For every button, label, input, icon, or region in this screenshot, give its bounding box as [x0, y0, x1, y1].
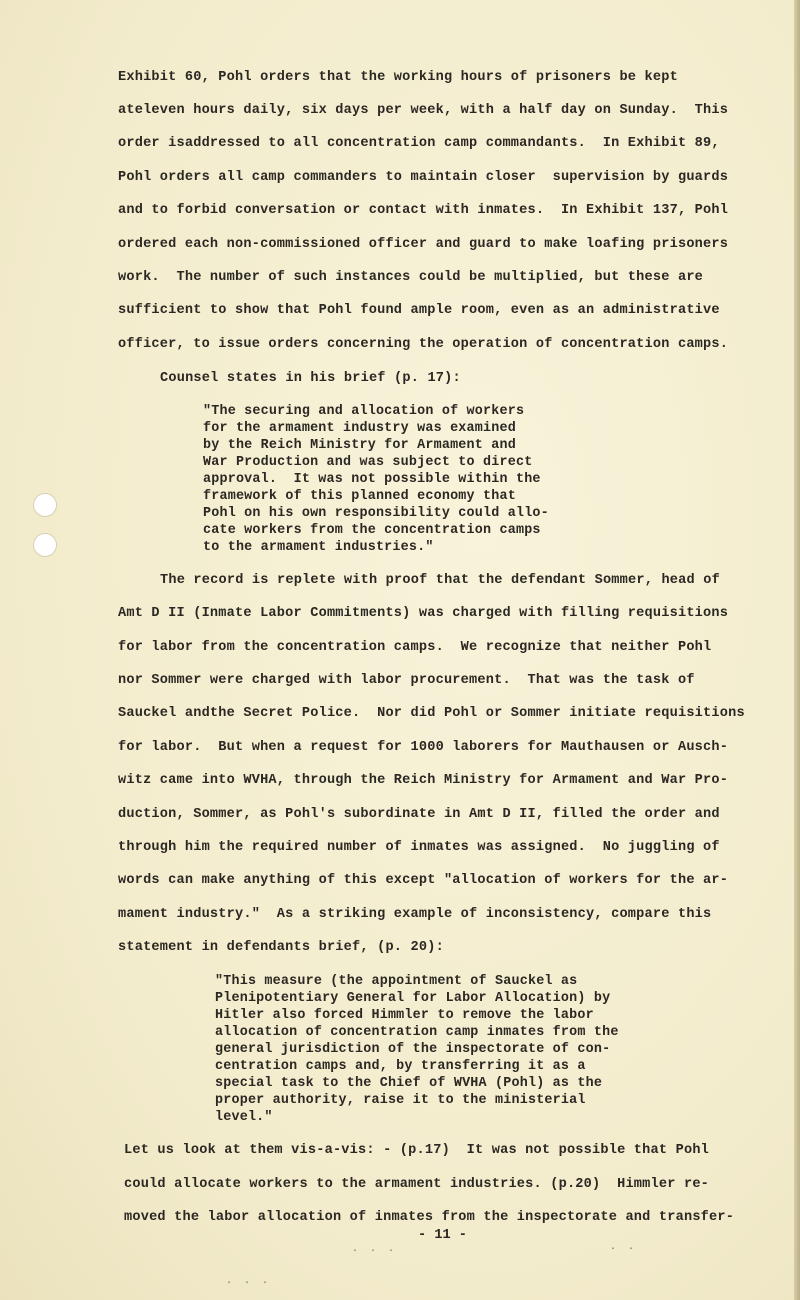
quote-line: for the armament industry was examined [203, 421, 516, 436]
text-line: witz came into WVHA, through the Reich Ministry for Armament and War Pro- [118, 773, 729, 788]
text-line: mament industry." As a striking example of inconsistency, compare this [118, 907, 712, 922]
text-line: words can make anything of this except "allocation of workers for the ar- [118, 873, 729, 888]
quote-line: proper authority, raise it to the ministerial [215, 1093, 586, 1108]
text-line: statement in defendants brief, (p. 20): [118, 940, 444, 955]
quote-line: to the armament industries." [203, 540, 434, 555]
punch-hole-top [33, 493, 57, 517]
quote-line: "This measure (the appointment of Sauckel as [215, 974, 578, 989]
text-line: nor Sommer were charged with labor procurement. That was the task of [118, 673, 695, 688]
text-line: order isaddressed to all concentration camp commandants. In Exhibit 89, [118, 136, 720, 151]
quote-line: "The securing and allocation of workers [203, 404, 525, 419]
text-line: Amt D II (Inmate Labor Commitments) was charged with filling requisitions [118, 606, 729, 621]
quote-line: special task to the Chief of WVHA (Pohl) as the [215, 1076, 603, 1091]
quote-line: Pohl on his own responsibility could allo- [203, 506, 549, 521]
quote-line: by the Reich Ministry for Armament and [203, 438, 516, 453]
text-line: ordered each non-commissioned officer and guard to make loafing prisoners [118, 237, 729, 252]
text-line: moved the labor allocation of inmates from the inspectorate and transfer- [124, 1210, 735, 1225]
quote-line: Plenipotentiary General for Labor Allocation) by [215, 991, 611, 1006]
text-line: could allocate workers to the armament industries. (p.20) Himmler re- [124, 1177, 710, 1192]
text-line: ateleven hours daily, six days per week, with a half day on Sunday. This [118, 103, 729, 118]
quote-line: Hitler also forced Himmler to remove the labor [215, 1008, 594, 1023]
page-edge [794, 0, 800, 1300]
punch-hole-bottom [33, 533, 57, 557]
quote-line: cate workers from the concentration camps [203, 523, 541, 538]
quote-line: allocation of concentration camp inmates from the [215, 1025, 619, 1040]
text-line: through him the required number of inmates was assigned. No juggling of [118, 840, 720, 855]
quote-line: approval. It was not possible within the [203, 472, 541, 487]
ink-smudge: · · · [352, 1246, 395, 1257]
text-line: duction, Sommer, as Pohl's subordinate in Amt D II, filled the order and [118, 807, 720, 822]
text-line: and to forbid conversation or contact with inmates. In Exhibit 137, Pohl [118, 203, 729, 218]
quote-line: War Production and was subject to direct [203, 455, 533, 470]
paragraph-2-intro: Counsel states in his brief (p. 17): [160, 371, 461, 386]
page-number: - 11 - [418, 1228, 467, 1243]
text-line: Let us look at them vis-a-vis: - (p.17) It was not possible that Pohl [124, 1143, 710, 1158]
ink-smudge: · · [610, 1244, 635, 1255]
text-line: sufficient to show that Pohl found ample room, even as an administrative [118, 303, 720, 318]
text-line: The record is replete with proof that the defendant Sommer, head of [160, 573, 720, 588]
text-line: officer, to issue orders concerning the operation of concentration camps. [118, 337, 729, 352]
text-line: Exhibit 60, Pohl orders that the working hours of prisoners be kept [118, 70, 678, 85]
text-line: work. The number of such instances could be multiplied, but these are [118, 270, 704, 285]
quote-line: framework of this planned economy that [203, 489, 516, 504]
text-line: for labor. But when a request for 1000 laborers for Mauthausen or Ausch- [118, 740, 729, 755]
text-line: Pohl orders all camp commanders to maintain closer supervision by guards [118, 170, 729, 185]
text-line: Sauckel andthe Secret Police. Nor did Pohl or Sommer initiate requisitions [118, 706, 745, 721]
text-line: for labor from the concentration camps. We recognize that neither Pohl [118, 640, 712, 655]
quote-line: centration camps and, by transferring it as a [215, 1059, 586, 1074]
ink-smudge: · · · [226, 1278, 269, 1289]
quote-line: level." [215, 1110, 273, 1125]
quote-line: general jurisdiction of the inspectorate of con- [215, 1042, 611, 1057]
